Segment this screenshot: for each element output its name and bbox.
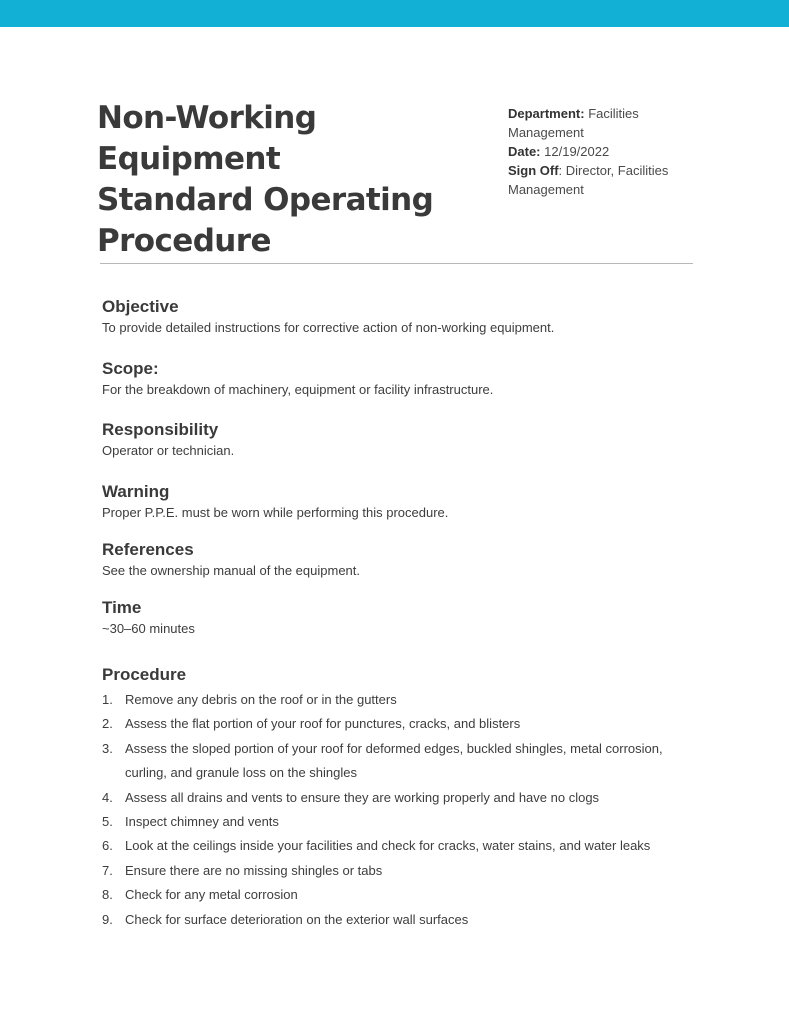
procedure-step — [102, 712, 702, 736]
step-number: 3. — [102, 740, 113, 756]
section-references — [102, 539, 702, 581]
procedure-heading: Procedure — [102, 665, 187, 684]
procedure-step — [102, 786, 702, 810]
page-title — [97, 98, 497, 262]
section-warning — [102, 481, 702, 523]
document-meta — [508, 104, 698, 199]
section-heading: Responsibility — [102, 420, 219, 439]
step-number: 4. — [102, 789, 113, 805]
procedure-step — [102, 688, 702, 712]
header-divider — [100, 263, 693, 264]
step-text: Check for surface deterioration on the exterior wall surfaces — [125, 911, 469, 927]
step-number: 5. — [102, 814, 113, 830]
section-text: ~30–60 minutes — [102, 621, 195, 636]
step-text: Assess all drains and vents to ensure they are working properly and have no clogs — [125, 789, 600, 805]
section-text: See the ownership manual of the equipment. — [102, 563, 361, 578]
section-heading: References — [102, 540, 194, 559]
section-heading: Warning — [102, 482, 170, 501]
procedure-step — [102, 810, 702, 834]
date-value: 12/19/2022 — [544, 144, 610, 159]
step-number: 1. — [102, 692, 113, 707]
section-responsibility — [102, 419, 702, 461]
section-text: For the breakdown of machinery, equipment or facility infrastructure. — [102, 382, 494, 397]
procedure-step — [102, 908, 702, 932]
step-text: Assess the sloped portion of your roof for deformed edges, buckled shingles, metal corrosion, curling, and granule loss on the shingles — [125, 740, 663, 781]
date-label: Date: — [508, 144, 541, 159]
section-heading: Time — [102, 598, 142, 617]
procedure-step — [102, 834, 702, 858]
step-text: Ensure there are no missing shingles or tabs — [125, 862, 383, 878]
section-heading: Scope: — [102, 359, 159, 378]
signoff-value: : Director, Facilities Management — [508, 163, 669, 197]
title-line-2: Standard Operating — [97, 182, 434, 218]
step-number: 2. — [102, 716, 113, 732]
section-time — [102, 597, 702, 639]
meta-signoff — [508, 161, 698, 199]
step-text: Assess the flat portion of your roof for punctures, cracks, and blisters — [125, 716, 521, 732]
section-text: Proper P.P.E. must be worn while performing this procedure. — [102, 505, 449, 520]
section-objective — [102, 296, 702, 338]
step-text: Inspect chimney and vents — [125, 814, 279, 830]
procedure-steps — [102, 688, 702, 932]
meta-date — [508, 142, 698, 161]
signoff-label: Sign Off — [508, 163, 559, 178]
step-text: Check for any metal corrosion — [125, 887, 298, 903]
section-scope — [102, 358, 702, 400]
department-value: Facilities Management — [508, 106, 639, 140]
section-text: To provide detailed instructions for corrective action of non-working equipment. — [102, 320, 555, 335]
top-accent-bar — [0, 0, 789, 27]
procedure-step — [102, 883, 702, 907]
step-number: 8. — [102, 887, 113, 903]
title-line-1: Non-Working Equipment — [97, 100, 317, 177]
title-line-3: Procedure — [97, 223, 271, 259]
step-text: Look at the ceilings inside your facilities and check for cracks, water stains, and water leaks — [125, 838, 651, 854]
procedure-step — [102, 737, 702, 786]
step-number: 6. — [102, 838, 113, 854]
department-label: Department: — [508, 106, 585, 121]
meta-department — [508, 104, 698, 142]
step-number: 9. — [102, 911, 113, 927]
procedure-step — [102, 859, 702, 883]
step-text: Remove any debris on the roof or in the gutters — [125, 692, 397, 707]
section-text: Operator or technician. — [102, 443, 235, 458]
section-procedure — [102, 664, 702, 932]
step-number: 7. — [102, 862, 113, 878]
section-heading: Objective — [102, 297, 179, 316]
